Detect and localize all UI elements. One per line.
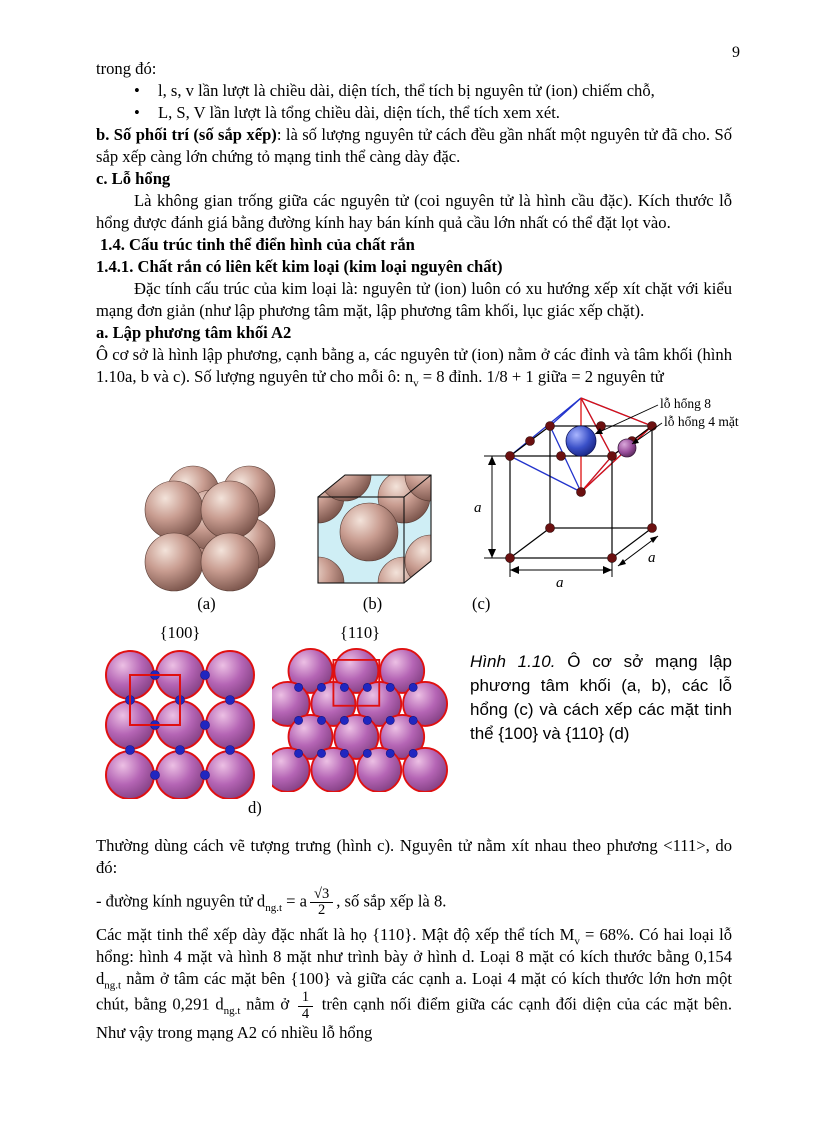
bullet-text: l, s, v lần lượt là chiều dài, diện tích, thể tích bị nguyên tử (ion) chiếm chỗ, <box>158 81 655 100</box>
a2-subscript: v <box>413 377 419 390</box>
section-141-heading: 1.4.1. Chất rắn có liên kết kim loại (kim loại nguyên chất) <box>96 257 503 276</box>
section-b-text: : là số lượng nguyên tử cách đều gần nhất một nguyên tử đã cho. Số sắp xếp càng lớn chứng tỏ mạng tinh thể càng dày đặc. <box>96 125 733 166</box>
p3-text-2: = 68%. Có hai loại lỗ hổng: hình 4 mặt và hình 8 mặt như trình bày ở hình d. Loại 8 mặt có kích thước bằng 0,154 d <box>96 925 732 989</box>
hole4-sphere <box>618 439 636 457</box>
figure-caption-ref: Hình 1.10. <box>470 652 556 671</box>
p3-text-5: trên cạnh nối điểm giữa các cạnh đối diện của các mặt bên. Như vậy trong mạng A2 có nhiều lỗ hổng <box>96 994 732 1042</box>
dim-label-left: a <box>474 500 482 516</box>
figure-b-label: (b) <box>362 594 383 613</box>
bullet-text: L, S, V lần lượt là tổng chiều dài, diện tích, thể tích xem xét. <box>158 103 560 122</box>
section-141-heading-line <box>96 256 732 278</box>
hole4-annotation: lỗ hổng 4 mặt <box>664 414 739 429</box>
packing-diagrams <box>102 622 448 819</box>
section-c-heading-line <box>96 168 732 190</box>
fraction-numerator: √3 <box>310 887 333 903</box>
bullet-icon <box>134 102 158 124</box>
section-a2-text <box>96 344 732 388</box>
one-quarter-fraction <box>298 990 313 1021</box>
body-paragraph-3 <box>96 924 732 1043</box>
figure-caption-text: Ô cơ sở mạng lập phương tâm khối (a, b), các lỗ hổng (c) và cách xếp các mặt tinh thể {100} và {110} (d) <box>470 652 732 743</box>
section-a2-heading-line <box>96 322 732 344</box>
plane-110-column <box>272 622 448 792</box>
figure-d-label: d) <box>248 798 262 817</box>
fraction-numerator: 1 <box>298 990 313 1006</box>
figure-b-cutaway-cube <box>305 452 440 592</box>
hole-annotations <box>595 396 739 444</box>
figure-c-wireframe-holes <box>466 394 758 592</box>
section-c-heading: c. Lỗ hổng <box>96 169 171 188</box>
p3-text-4: nằm ở <box>240 994 295 1014</box>
figure-row-2 <box>102 622 732 819</box>
figure-row-1 <box>134 394 739 614</box>
p3-subscript-1: v <box>574 935 580 948</box>
bullet-item <box>96 80 732 102</box>
intro-lead: trong đó: <box>96 59 157 78</box>
dim-label-diag: a <box>648 550 656 566</box>
formula-text-2: = a <box>282 891 308 911</box>
bullet-icon <box>134 80 158 102</box>
sqrt3-over-2-fraction <box>310 887 333 918</box>
fraction-denominator: 4 <box>301 1005 310 1022</box>
figure-a-label: (a) <box>197 594 216 613</box>
figure-c-label: (c) <box>472 594 491 613</box>
a2-text-1: Ô cơ sở là hình lập phương, cạnh bằng a, các nguyên tử (ion) nằm ở các đỉnh và tâm khối (hình 1.10a, b và c). Số lượng nguyên tử cho mỗi ô: n <box>96 345 732 386</box>
section-c-text: Là không gian trống giữa các nguyên tử (coi nguyên tử là hình cầu đặc). Kích thước lỗ hổng được đánh giá bằng đường kính hay bán kính quả cầu lớn nhất có thể đặt lọt vào. <box>96 191 732 232</box>
section-b-paragraph <box>96 124 732 168</box>
page-number: 9 <box>732 44 740 61</box>
hole8-annotation: lỗ hổng 8 <box>660 396 712 411</box>
section-141-text: Đặc tính cấu trúc của kim loại là: nguyên tử (ion) luôn có xu hướng xếp xít chặt với kiểu mạng đơn giản (như lập phương tâm mặt, lập phương tâm khối, lục giác xếp chặt). <box>96 279 732 320</box>
dim-label-bottom: a <box>556 575 564 591</box>
body-paragraph-1: Thường dùng cách vẽ tượng trưng (hình c). Nguyên tử nằm xít nhau theo phương <111>, do đó: <box>96 836 732 877</box>
fraction-denominator: 2 <box>318 902 326 919</box>
p3-text-3: nằm ở tâm các mặt bên {100} và giữa các cạnh a. Loại 4 mặt có kích thước lớn hơn một chút, bằng 0,291 d <box>96 969 732 1014</box>
figure-c-column <box>466 394 758 614</box>
plane-110-label: {110} <box>339 623 381 642</box>
figure-a-column <box>134 452 279 614</box>
plane-100-column <box>102 622 258 799</box>
section-14-heading: 1.4. Cấu trúc tinh thể điển hình của chất rắn <box>100 235 415 254</box>
figure-a-bcc-spheres <box>134 452 279 592</box>
figure-caption <box>470 650 732 819</box>
p3-text-1: Các mặt tinh thể xếp dày đặc nhất là họ {110}. Mật độ xếp thể tích M <box>96 925 575 945</box>
plane-100-label: {100} <box>159 623 201 642</box>
figure-b-column <box>305 452 440 614</box>
section-a2-heading: a. Lập phương tâm khối A2 <box>96 323 292 342</box>
bullet-item <box>96 102 732 124</box>
section-14-heading-line <box>96 234 732 256</box>
formula-text-1: - đường kính nguyên tử d <box>96 891 266 911</box>
section-b-heading: b. Số phối trí (số sắp xếp) <box>96 125 277 144</box>
formula-subscript: ng.t <box>265 901 282 914</box>
p3-subscript-3: ng.t <box>223 1005 241 1018</box>
body-formula-line <box>96 887 732 918</box>
p3-subscript-2: ng.t <box>104 979 122 992</box>
a2-text-2: = 8 đỉnh. 1/8 + 1 giữa = 2 nguyên tử <box>418 367 664 386</box>
figure-d-100-packing <box>102 647 258 799</box>
figure-d-110-packing <box>272 647 448 792</box>
sphere-cluster <box>145 466 275 591</box>
formula-text-3: , số sắp xếp là 8. <box>336 891 447 911</box>
hole8-sphere <box>566 426 596 456</box>
